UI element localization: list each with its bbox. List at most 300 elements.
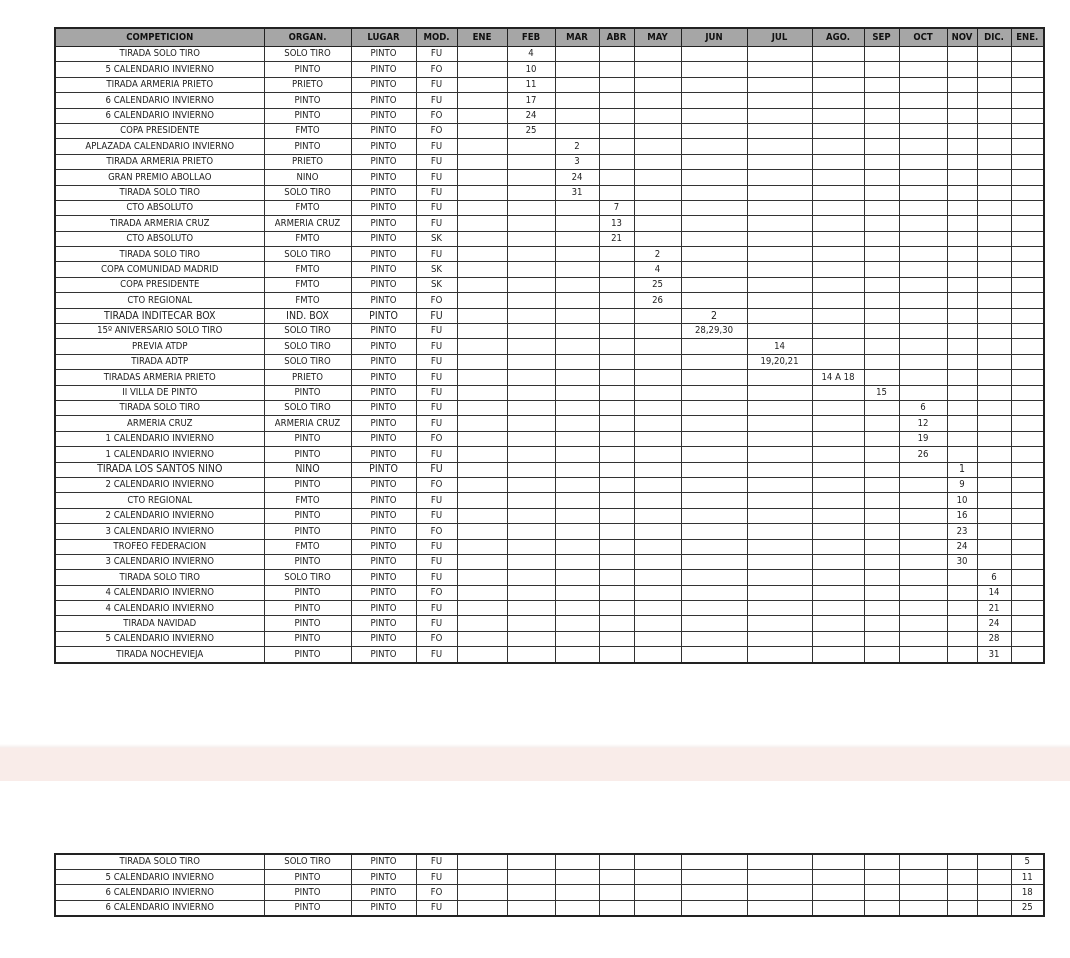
empty-month-cell (947, 139, 977, 154)
empty-month-cell (634, 47, 681, 62)
organizer-cell: PINTO (264, 108, 351, 123)
organizer-cell: PINTO (264, 885, 351, 900)
empty-month-cell (507, 647, 555, 663)
empty-month-cell (681, 900, 747, 916)
empty-month-cell (457, 601, 507, 616)
empty-month-cell (747, 170, 812, 185)
empty-month-cell (899, 247, 947, 262)
empty-month-cell (507, 370, 555, 385)
empty-month-cell (947, 62, 977, 77)
modality-cell: FU (416, 616, 457, 631)
date-cell: 16 (947, 508, 977, 523)
empty-month-cell (599, 524, 634, 539)
date-cell: 23 (947, 524, 977, 539)
modality-cell: FO (416, 431, 457, 446)
empty-month-cell (1011, 262, 1044, 277)
empty-month-cell (812, 900, 864, 916)
date-cell: 1 (947, 462, 977, 477)
date-cell: 2 (555, 139, 599, 154)
location-cell: PINTO (351, 854, 416, 870)
competition-cell: 5 CALENDARIO INVIERNO (55, 62, 264, 77)
empty-month-cell (1011, 277, 1044, 292)
empty-month-cell (1011, 123, 1044, 138)
empty-month-cell (747, 247, 812, 262)
empty-month-cell (947, 370, 977, 385)
date-cell: 31 (555, 185, 599, 200)
empty-month-cell (899, 308, 947, 323)
empty-month-cell (947, 308, 977, 323)
date-cell: 21 (599, 231, 634, 246)
competition-cell: TIRADA ARMERIA PRIETO (55, 77, 264, 92)
empty-month-cell (1011, 554, 1044, 569)
empty-month-cell (1011, 108, 1044, 123)
modality-cell: FU (416, 400, 457, 415)
competition-cell: TIRADA ARMERIA CRUZ (55, 216, 264, 231)
empty-month-cell (747, 570, 812, 585)
empty-month-cell (812, 854, 864, 870)
empty-month-cell (947, 185, 977, 200)
date-cell: 10 (507, 62, 555, 77)
empty-month-cell (747, 139, 812, 154)
location-cell: PINTO (351, 200, 416, 215)
competition-cell: TIRADA SOLO TIRO (55, 47, 264, 62)
empty-month-cell (555, 216, 599, 231)
table-row (55, 139, 1044, 154)
empty-month-cell (747, 400, 812, 415)
empty-month-cell (634, 431, 681, 446)
empty-month-cell (977, 247, 1011, 262)
empty-month-cell (899, 108, 947, 123)
empty-month-cell (681, 385, 747, 400)
empty-month-cell (747, 900, 812, 916)
date-cell: 24 (977, 616, 1011, 631)
page-break (0, 748, 1070, 781)
empty-month-cell (457, 308, 507, 323)
empty-month-cell (507, 324, 555, 339)
table-row (55, 870, 1044, 885)
empty-month-cell (899, 900, 947, 916)
empty-month-cell (812, 154, 864, 169)
organizer-cell: PINTO (264, 870, 351, 885)
empty-month-cell (899, 324, 947, 339)
empty-month-cell (812, 108, 864, 123)
date-cell: 24 (947, 539, 977, 554)
date-cell: 30 (947, 554, 977, 569)
empty-month-cell (555, 231, 599, 246)
empty-month-cell (507, 400, 555, 415)
empty-month-cell (634, 462, 681, 477)
empty-month-cell (555, 108, 599, 123)
empty-month-cell (457, 123, 507, 138)
empty-month-cell (599, 508, 634, 523)
empty-month-cell (812, 885, 864, 900)
location-cell: PINTO (351, 354, 416, 369)
empty-month-cell (747, 93, 812, 108)
organizer-cell: NINO (264, 462, 351, 477)
date-cell: 7 (599, 200, 634, 215)
date-cell: 11 (507, 77, 555, 92)
empty-month-cell (899, 585, 947, 600)
empty-month-cell (457, 93, 507, 108)
modality-cell: FU (416, 154, 457, 169)
empty-month-cell (457, 900, 507, 916)
empty-month-cell (599, 108, 634, 123)
empty-month-cell (555, 524, 599, 539)
empty-month-cell (681, 77, 747, 92)
organizer-cell: SOLO TIRO (264, 339, 351, 354)
date-cell: 25 (634, 277, 681, 292)
empty-month-cell (634, 77, 681, 92)
modality-cell: FO (416, 631, 457, 646)
empty-month-cell (507, 493, 555, 508)
empty-month-cell (681, 447, 747, 462)
modality-cell: FU (416, 508, 457, 523)
empty-month-cell (899, 200, 947, 215)
empty-month-cell (747, 493, 812, 508)
empty-month-cell (747, 123, 812, 138)
location-cell: PINTO (351, 508, 416, 523)
empty-month-cell (1011, 185, 1044, 200)
date-cell: 25 (507, 123, 555, 138)
location-cell: PINTO (351, 93, 416, 108)
table-row (55, 154, 1044, 169)
table-row (55, 854, 1044, 870)
empty-month-cell (457, 585, 507, 600)
table-row (55, 185, 1044, 200)
empty-month-cell (599, 601, 634, 616)
empty-month-cell (681, 247, 747, 262)
empty-month-cell (947, 616, 977, 631)
empty-month-cell (899, 293, 947, 308)
empty-month-cell (507, 477, 555, 492)
date-cell: 19,20,21 (747, 354, 812, 369)
empty-month-cell (457, 647, 507, 663)
empty-month-cell (507, 885, 555, 900)
empty-month-cell (1011, 370, 1044, 385)
empty-month-cell (507, 616, 555, 631)
empty-month-cell (977, 354, 1011, 369)
empty-month-cell (864, 216, 899, 231)
empty-month-cell (457, 170, 507, 185)
empty-month-cell (507, 247, 555, 262)
empty-month-cell (599, 262, 634, 277)
organizer-cell: FMTO (264, 231, 351, 246)
location-cell: PINTO (351, 77, 416, 92)
empty-month-cell (977, 447, 1011, 462)
empty-month-cell (899, 570, 947, 585)
empty-month-cell (1011, 308, 1044, 323)
empty-month-cell (812, 477, 864, 492)
empty-month-cell (681, 400, 747, 415)
empty-month-cell (555, 462, 599, 477)
empty-month-cell (1011, 601, 1044, 616)
location-cell: PINTO (351, 123, 416, 138)
empty-month-cell (1011, 47, 1044, 62)
empty-month-cell (812, 277, 864, 292)
empty-month-cell (747, 462, 812, 477)
empty-month-cell (812, 77, 864, 92)
empty-month-cell (947, 93, 977, 108)
header-cell: JUL (747, 28, 812, 47)
empty-month-cell (864, 339, 899, 354)
empty-month-cell (812, 524, 864, 539)
empty-month-cell (599, 400, 634, 415)
location-cell: PINTO (351, 400, 416, 415)
location-cell: PINTO (351, 431, 416, 446)
empty-month-cell (812, 308, 864, 323)
empty-month-cell (634, 854, 681, 870)
table-row (55, 354, 1044, 369)
organizer-cell: FMTO (264, 262, 351, 277)
modality-cell: FO (416, 293, 457, 308)
empty-month-cell (899, 370, 947, 385)
empty-month-cell (977, 508, 1011, 523)
empty-month-cell (977, 108, 1011, 123)
header-cell: SEP (864, 28, 899, 47)
empty-month-cell (864, 616, 899, 631)
empty-month-cell (899, 123, 947, 138)
empty-month-cell (634, 200, 681, 215)
date-cell: 13 (599, 216, 634, 231)
schedule-table (54, 27, 1045, 664)
organizer-cell: SOLO TIRO (264, 854, 351, 870)
empty-month-cell (747, 277, 812, 292)
empty-month-cell (634, 185, 681, 200)
empty-month-cell (812, 247, 864, 262)
empty-month-cell (864, 493, 899, 508)
empty-month-cell (864, 324, 899, 339)
empty-month-cell (864, 477, 899, 492)
empty-month-cell (681, 262, 747, 277)
empty-month-cell (947, 324, 977, 339)
empty-month-cell (1011, 447, 1044, 462)
empty-month-cell (899, 154, 947, 169)
empty-month-cell (634, 570, 681, 585)
modality-cell: FU (416, 216, 457, 231)
competition-cell: CTO REGIONAL (55, 293, 264, 308)
table-row (55, 477, 1044, 492)
location-cell: PINTO (351, 900, 416, 916)
header-cell: JUN (681, 28, 747, 47)
empty-month-cell (599, 308, 634, 323)
empty-month-cell (599, 585, 634, 600)
header-row (55, 28, 1044, 47)
empty-month-cell (1011, 62, 1044, 77)
empty-month-cell (555, 200, 599, 215)
empty-month-cell (681, 493, 747, 508)
empty-month-cell (947, 570, 977, 585)
empty-month-cell (634, 93, 681, 108)
empty-month-cell (747, 647, 812, 663)
empty-month-cell (1011, 231, 1044, 246)
empty-month-cell (812, 62, 864, 77)
empty-month-cell (599, 416, 634, 431)
table-row (55, 308, 1044, 323)
empty-month-cell (634, 370, 681, 385)
competition-cell: COPA COMUNIDAD MADRID (55, 262, 264, 277)
empty-month-cell (812, 139, 864, 154)
empty-month-cell (457, 524, 507, 539)
empty-month-cell (507, 539, 555, 554)
competition-cell: TIRADA LOS SANTOS NINO (55, 462, 264, 477)
organizer-cell: PINTO (264, 62, 351, 77)
empty-month-cell (507, 585, 555, 600)
empty-month-cell (747, 601, 812, 616)
empty-month-cell (507, 900, 555, 916)
empty-month-cell (812, 339, 864, 354)
empty-month-cell (507, 339, 555, 354)
organizer-cell: SOLO TIRO (264, 47, 351, 62)
date-cell: 15 (864, 385, 899, 400)
empty-month-cell (899, 77, 947, 92)
header-cell: MOD. (416, 28, 457, 47)
empty-month-cell (507, 308, 555, 323)
empty-month-cell (1011, 200, 1044, 215)
location-cell: PINTO (351, 493, 416, 508)
empty-month-cell (977, 385, 1011, 400)
modality-cell: FU (416, 139, 457, 154)
organizer-cell: PINTO (264, 385, 351, 400)
date-cell: 28,29,30 (681, 324, 747, 339)
empty-month-cell (864, 400, 899, 415)
empty-month-cell (977, 139, 1011, 154)
empty-month-cell (681, 216, 747, 231)
location-cell: PINTO (351, 477, 416, 492)
empty-month-cell (977, 293, 1011, 308)
empty-month-cell (864, 900, 899, 916)
date-cell: 10 (947, 493, 977, 508)
organizer-cell: SOLO TIRO (264, 354, 351, 369)
date-cell: 5 (1011, 854, 1044, 870)
location-cell: PINTO (351, 554, 416, 569)
empty-month-cell (681, 93, 747, 108)
empty-month-cell (555, 370, 599, 385)
empty-month-cell (812, 539, 864, 554)
empty-month-cell (899, 539, 947, 554)
empty-month-cell (947, 262, 977, 277)
competition-cell: 1 CALENDARIO INVIERNO (55, 431, 264, 446)
organizer-cell: PRIETO (264, 154, 351, 169)
competition-cell: CTO ABSOLUTO (55, 200, 264, 215)
empty-month-cell (507, 447, 555, 462)
empty-month-cell (977, 216, 1011, 231)
empty-month-cell (864, 570, 899, 585)
empty-month-cell (1011, 293, 1044, 308)
empty-month-cell (681, 508, 747, 523)
empty-month-cell (899, 93, 947, 108)
empty-month-cell (555, 247, 599, 262)
empty-month-cell (634, 216, 681, 231)
empty-month-cell (555, 539, 599, 554)
empty-month-cell (747, 524, 812, 539)
header-cell: MAY (634, 28, 681, 47)
table-row (55, 462, 1044, 477)
modality-cell: FU (416, 462, 457, 477)
empty-month-cell (864, 247, 899, 262)
empty-month-cell (634, 447, 681, 462)
organizer-cell: PINTO (264, 431, 351, 446)
empty-month-cell (599, 339, 634, 354)
empty-month-cell (457, 47, 507, 62)
date-cell: 21 (977, 601, 1011, 616)
empty-month-cell (747, 385, 812, 400)
empty-month-cell (899, 508, 947, 523)
empty-month-cell (457, 108, 507, 123)
organizer-cell: NINO (264, 170, 351, 185)
empty-month-cell (977, 416, 1011, 431)
empty-month-cell (1011, 400, 1044, 415)
header-cell: ORGAN. (264, 28, 351, 47)
empty-month-cell (747, 324, 812, 339)
competition-cell: 4 CALENDARIO INVIERNO (55, 585, 264, 600)
competition-cell: 6 CALENDARIO INVIERNO (55, 108, 264, 123)
competition-cell: PREVIA ATDP (55, 339, 264, 354)
empty-month-cell (977, 170, 1011, 185)
empty-month-cell (864, 62, 899, 77)
table-row (55, 647, 1044, 663)
empty-month-cell (864, 123, 899, 138)
empty-month-cell (555, 277, 599, 292)
empty-month-cell (599, 247, 634, 262)
empty-month-cell (634, 524, 681, 539)
modality-cell: FU (416, 324, 457, 339)
empty-month-cell (681, 293, 747, 308)
empty-month-cell (507, 524, 555, 539)
table-row (55, 324, 1044, 339)
empty-month-cell (681, 370, 747, 385)
empty-month-cell (507, 870, 555, 885)
empty-month-cell (555, 631, 599, 646)
empty-month-cell (634, 308, 681, 323)
location-cell: PINTO (351, 108, 416, 123)
empty-month-cell (457, 262, 507, 277)
location-cell: PINTO (351, 585, 416, 600)
empty-month-cell (977, 154, 1011, 169)
empty-month-cell (634, 508, 681, 523)
empty-month-cell (899, 277, 947, 292)
empty-month-cell (747, 477, 812, 492)
empty-month-cell (864, 231, 899, 246)
empty-month-cell (947, 77, 977, 92)
empty-month-cell (599, 462, 634, 477)
empty-month-cell (947, 854, 977, 870)
empty-month-cell (747, 854, 812, 870)
modality-cell: FU (416, 354, 457, 369)
empty-month-cell (507, 231, 555, 246)
header-cell: MAR (555, 28, 599, 47)
empty-month-cell (681, 339, 747, 354)
empty-month-cell (747, 293, 812, 308)
empty-month-cell (864, 601, 899, 616)
empty-month-cell (812, 123, 864, 138)
empty-month-cell (507, 170, 555, 185)
date-cell: 17 (507, 93, 555, 108)
empty-month-cell (947, 400, 977, 415)
table-row (55, 216, 1044, 231)
empty-month-cell (599, 47, 634, 62)
competition-cell: 6 CALENDARIO INVIERNO (55, 900, 264, 916)
empty-month-cell (457, 77, 507, 92)
location-cell: PINTO (351, 631, 416, 646)
empty-month-cell (864, 524, 899, 539)
empty-month-cell (977, 854, 1011, 870)
empty-month-cell (507, 354, 555, 369)
date-cell: 12 (899, 416, 947, 431)
empty-month-cell (681, 870, 747, 885)
empty-month-cell (457, 854, 507, 870)
empty-month-cell (681, 616, 747, 631)
empty-month-cell (947, 631, 977, 646)
